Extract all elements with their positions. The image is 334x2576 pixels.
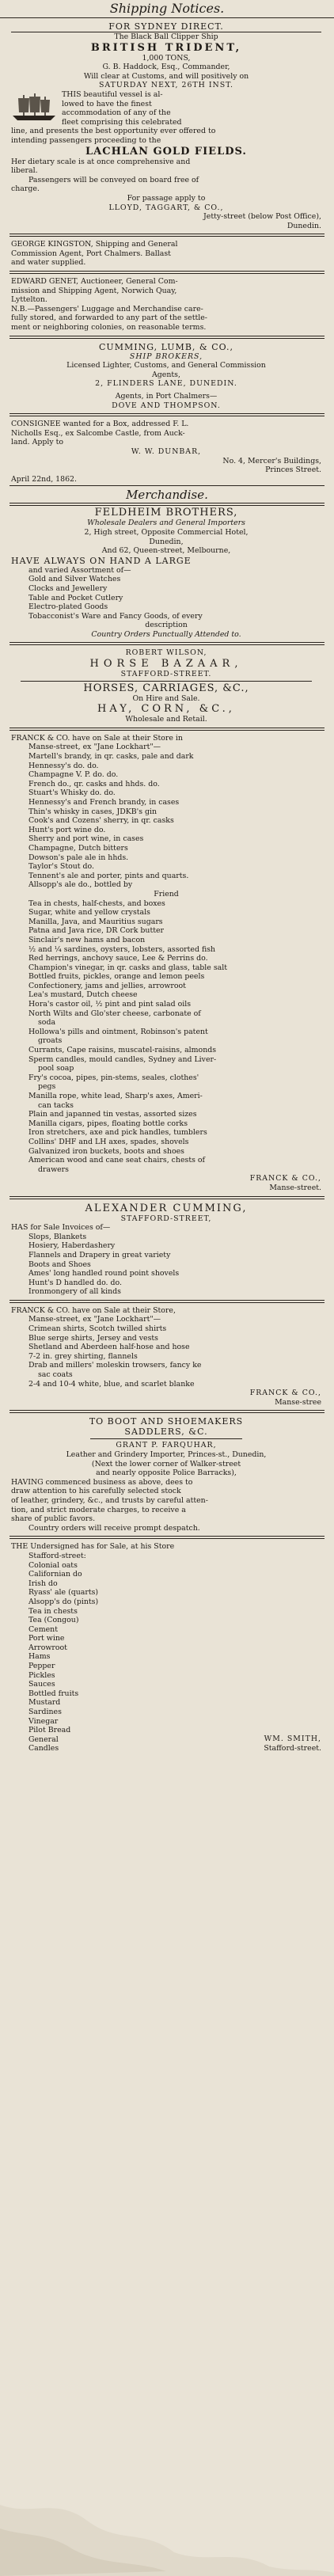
item: Shetland and Aberdeen half-hose and hose bbox=[28, 1343, 190, 1352]
item: Mustard bbox=[28, 1698, 61, 1708]
ad-line: line, and presents the best opportunity ever offered to bbox=[11, 127, 216, 136]
ad-signature: LLOYD, TAGGART, & CO., bbox=[108, 203, 224, 212]
ad-farquhar bbox=[11, 1416, 321, 1533]
ad-smith bbox=[11, 1542, 321, 1753]
item: Bottled fruits, pickles, orange and lemon peels bbox=[28, 972, 205, 982]
item: Champion's vinegar, in qr. casks and glass, table salt bbox=[28, 963, 228, 972]
ad-line: Clocks and Jewellery bbox=[28, 583, 108, 593]
item: Lea's mustard, Dutch cheese bbox=[28, 990, 138, 1000]
item: Sperm candles, mould candles, Sydney and Liver- bbox=[28, 1054, 217, 1064]
divider bbox=[21, 681, 312, 682]
ad-genet bbox=[11, 277, 321, 332]
item: Hunt's port wine do. bbox=[28, 825, 106, 834]
ad-line: Manse-street. bbox=[269, 1183, 321, 1192]
item: Friend bbox=[154, 889, 179, 899]
ad-line: intending passengers proceeding to the bbox=[11, 135, 161, 145]
ad-line: ROBERT WILSON, bbox=[125, 648, 207, 658]
item: Hollowa's pills and ointment, Robinson's patent bbox=[28, 1027, 208, 1036]
ad-line: land. Apply to bbox=[11, 438, 64, 447]
item: Boots and Shoes bbox=[28, 1260, 91, 1269]
item: Sherry and port wine, in cases bbox=[28, 834, 144, 844]
item: Champagne V. P. do. do. bbox=[28, 770, 119, 780]
item: ½ and ¼ sardines, oysters, lobsters, assorted fish bbox=[28, 944, 216, 954]
item: Bottled fruits bbox=[28, 1689, 79, 1698]
ad-line: and water supplied. bbox=[11, 258, 86, 268]
item: Galvanized iron buckets, boots and shoes bbox=[28, 1146, 184, 1156]
ad-line: GEORGE KINGSTON, Shipping and General bbox=[11, 240, 178, 249]
ad-line: Leather and Grindery Importer, Princes-st., Dunedin, bbox=[66, 1450, 267, 1459]
ad-line: SATURDAY NEXT, 26TH INST. bbox=[98, 81, 234, 90]
ship-icon bbox=[11, 92, 57, 122]
ad-line: draw attention to his carefully selected stock bbox=[11, 1487, 181, 1496]
item: General bbox=[28, 1734, 59, 1744]
ad-cumming-lumb bbox=[11, 342, 321, 411]
item: drawers bbox=[38, 1165, 69, 1174]
ad-line: fully stored, and forwarded to any part of the settle- bbox=[11, 313, 207, 323]
ad-line: Dunedin. bbox=[287, 221, 321, 230]
ad-line: THE Undersigned has for Sale, at his Store bbox=[11, 1542, 175, 1552]
divider bbox=[9, 271, 325, 274]
item: Pepper bbox=[28, 1662, 55, 1671]
item: Red herrings, anchovy sauce, Lee & Perrins do. bbox=[28, 954, 208, 963]
item: Pickles bbox=[28, 1670, 55, 1680]
ad-signature: FRANCK & CO., bbox=[249, 1389, 321, 1398]
ad-line: N.B.—Passengers' Luggage and Merchandise care- bbox=[11, 304, 203, 313]
item: Thin's whisky in cases, JDKB's gin bbox=[28, 807, 158, 816]
ad-line: Agents, in Port Chalmers— bbox=[115, 392, 218, 401]
ad-feldheim bbox=[11, 507, 321, 639]
divider bbox=[90, 1438, 242, 1439]
item: Hosiery, Haberdashery bbox=[28, 1241, 116, 1251]
item: 7-2 in. grey shirting, flannels bbox=[28, 1351, 138, 1361]
ad-line: FRANCK & CO. have on Sale at their Store, bbox=[11, 1305, 176, 1315]
divider bbox=[9, 336, 325, 339]
item: Allsopp's ale do., bottled by bbox=[28, 880, 133, 890]
ad-line: Table and Pocket Cutlery bbox=[28, 593, 123, 602]
item: pegs bbox=[38, 1082, 56, 1092]
item: Manilla cigars, pipes, floating bottle corks bbox=[28, 1119, 188, 1128]
item: Sugar, white and yellow crystals bbox=[28, 908, 150, 918]
item: 2-4 and 10-4 white, blue, and scarlet blanke bbox=[28, 1379, 195, 1389]
item: Vinegar bbox=[28, 1716, 59, 1726]
ad-line: April 22nd, 1862. bbox=[11, 474, 77, 484]
ad-line: Licensed Lighter, Customs, and General Commission bbox=[66, 361, 266, 370]
item: Sauces bbox=[28, 1680, 55, 1689]
item: Patna and Java rice, DR Cork butter bbox=[28, 926, 165, 936]
item: Cook's and Cozens' sherry, in qr. casks bbox=[28, 816, 174, 826]
ad-line: and nearly opposite Police Barracks), bbox=[96, 1468, 237, 1478]
divider bbox=[9, 485, 325, 486]
ad-line: HAVING commenced business as above, dees to bbox=[11, 1477, 193, 1487]
ad-line: FRANCK & CO. have on Sale at their Store in bbox=[11, 733, 183, 743]
ad-signature: WM. SMITH, bbox=[264, 1734, 321, 1743]
item: Manilla, Java, and Mauritius sugars bbox=[28, 917, 163, 926]
ad-line: tion, and strict moderate charges, to receive a bbox=[11, 1505, 186, 1514]
item: Plain and japanned tin vestas, assorted sizes bbox=[28, 1110, 197, 1119]
item: Blue serge shirts, Jersey and vests bbox=[28, 1333, 158, 1343]
ad-line: SHIP BROKERS, bbox=[129, 351, 203, 361]
ad-line: CONSIGNEE wanted for a Box, addressed F. L. bbox=[11, 420, 189, 429]
ad-line: Passengers will be conveyed on board free of bbox=[28, 175, 199, 184]
ad-line: Wholesale and Retail. bbox=[125, 715, 207, 724]
item: Arrowroot bbox=[28, 1643, 67, 1652]
item: Cement bbox=[28, 1624, 58, 1634]
ad-heading: FELDHEIM BROTHERS, bbox=[94, 507, 238, 519]
ad-line: (Next the lower corner of Walker-street bbox=[91, 1459, 241, 1468]
item: Tea in chests, half-chests, and boxes bbox=[28, 899, 165, 908]
ad-line: 1,000 TONS, bbox=[142, 53, 191, 63]
ad-franck-clothing bbox=[11, 1306, 321, 1408]
ad-line: Jetty-street (below Post Office), bbox=[203, 212, 321, 222]
item: Fry's cocoa, pipes, pin-stems, seales, clothes' bbox=[28, 1073, 199, 1082]
ad-line: Princes Street. bbox=[265, 465, 321, 475]
item: Currants, Cape raisins, muscatel-raisins, almonds bbox=[28, 1046, 217, 1055]
divider bbox=[9, 505, 325, 506]
divider bbox=[9, 728, 325, 731]
ad-line: mission and Shipping Agent, Norwich Quay, bbox=[11, 286, 177, 295]
item: Port wine bbox=[28, 1634, 65, 1643]
ad-line: On Hire and Sale. bbox=[132, 693, 200, 703]
item: Candles bbox=[28, 1744, 59, 1753]
item: Hams bbox=[28, 1652, 51, 1662]
item: Hennessy's do. do. bbox=[28, 761, 99, 770]
ad-line: STAFFORD-STREET. bbox=[120, 670, 212, 679]
item: Pilot Bread bbox=[28, 1726, 71, 1735]
item: Stuart's Whisky do. do. bbox=[28, 788, 116, 798]
ad-line: 2, High street, Opposite Commercial Hotel, bbox=[84, 527, 249, 537]
ad-heading: ALEXANDER CUMMING, bbox=[85, 1202, 248, 1214]
ad-line: Her dietary scale is at once comprehensive and bbox=[11, 157, 191, 166]
ad-line: HAY, CORN, &C., bbox=[97, 703, 235, 716]
ad-line: Manse-stree bbox=[275, 1397, 321, 1407]
ad-line: charge. bbox=[11, 184, 40, 194]
ad-line: Wholesale Dealers and General Importers bbox=[87, 519, 245, 528]
item: Tennent's ale and porter, pints and quarts. bbox=[28, 871, 189, 880]
ad-line: Agents, bbox=[152, 370, 180, 379]
item: Slops, Blankets bbox=[28, 1232, 87, 1241]
item: pool soap bbox=[38, 1064, 74, 1073]
item: Ironmongery of all kinds bbox=[28, 1287, 121, 1297]
item: Tea in chests bbox=[28, 1606, 78, 1616]
ad-line: lowed to have the finest bbox=[62, 99, 152, 108]
item: groats bbox=[38, 1036, 63, 1046]
item: North Wilts and Glo'ster cheese, carbonate of bbox=[28, 1009, 201, 1018]
divider bbox=[9, 234, 325, 237]
item: Confectionery, jams and jellies, arrowroot bbox=[28, 981, 186, 990]
ad-heading: HORSE BAZAAR, bbox=[89, 658, 243, 671]
ad-line: Tobacconist's Ware and Fancy Goods, of every bbox=[28, 611, 203, 621]
item: Champagne, Dutch bitters bbox=[28, 843, 128, 853]
ad-line: liberal. bbox=[11, 166, 38, 176]
item: Sardines bbox=[28, 1708, 62, 1717]
item: French do., qr. casks and hhds. do. bbox=[28, 779, 160, 788]
ad-line: Nicholls Esq., ex Salcombe Castle, from Auck- bbox=[11, 428, 185, 438]
item: soda bbox=[38, 1018, 56, 1028]
item: Irish do bbox=[28, 1579, 58, 1588]
divider bbox=[9, 413, 325, 416]
ad-heading: TO BOOT AND SHOEMAKERS bbox=[89, 1416, 244, 1427]
ad-line: Stafford-street: bbox=[28, 1551, 86, 1560]
divider bbox=[9, 642, 325, 645]
ad-sydney bbox=[11, 21, 321, 230]
ad-line: THIS beautiful vessel is al- bbox=[62, 89, 163, 99]
item: Alsopp's do (pints) bbox=[28, 1597, 99, 1606]
item: Drab and millers' moleskin trowsers, fancy ke bbox=[28, 1361, 202, 1370]
ad-heading: FOR SYDNEY DIRECT. bbox=[11, 21, 321, 32]
torn-paper-edge bbox=[0, 2473, 334, 2576]
item: Sinclair's new hams and bacon bbox=[28, 935, 146, 944]
ad-line: GRANT P. FARQUHAR, bbox=[116, 1441, 217, 1450]
item: Californian do bbox=[28, 1570, 82, 1579]
ad-line: Will clear at Customs, and will positively on bbox=[83, 71, 249, 81]
divider bbox=[9, 1300, 325, 1303]
item: Collins' DHF and LH axes, spades, shovels bbox=[28, 1137, 189, 1146]
ad-line: Country Orders Punctually Attended to. bbox=[91, 629, 241, 639]
ad-line: ment or neighboring colonies, on reasonable terms. bbox=[11, 323, 207, 332]
item: Dowson's pale ale in hhds. bbox=[28, 853, 129, 862]
ad-line: DOVE AND THOMPSON. bbox=[112, 401, 221, 410]
section-heading: Shipping Notices. bbox=[0, 0, 334, 18]
divider bbox=[9, 1196, 325, 1199]
ad-franck bbox=[11, 734, 321, 1193]
item: Taylor's Stout do. bbox=[28, 862, 94, 872]
divider bbox=[9, 1410, 325, 1413]
ad-line: share of public favors. bbox=[11, 1514, 96, 1524]
ad-line: Commission Agent, Port Chalmers. Ballast bbox=[11, 249, 171, 258]
ship-name: BRITISH TRIDENT, bbox=[90, 41, 242, 54]
item: Ames' long handled round point shovels bbox=[28, 1269, 180, 1279]
item: Crimean shirts, Scotch twilled shirts bbox=[28, 1324, 167, 1334]
item: sac coats bbox=[38, 1370, 73, 1380]
item: American wood and cane seat chairs, chests of bbox=[28, 1156, 205, 1165]
item: Flannels and Drapery in great variety bbox=[28, 1250, 171, 1260]
ad-line: EDWARD GENET, Auctioneer, General Com- bbox=[11, 277, 178, 287]
ad-line: No. 4, Mercer's Buildings, bbox=[222, 456, 321, 465]
ship-block bbox=[11, 90, 321, 127]
item: can tacks bbox=[38, 1100, 74, 1110]
ad-line: Manse-street, ex "Jane Lockhart"— bbox=[28, 743, 161, 752]
item: Hora's castor oil, ½ pint and pint salad oils bbox=[28, 1000, 192, 1009]
ad-line: and varied Assortment of— bbox=[28, 565, 131, 575]
ad-line: And 62, Queen-street, Melbourne, bbox=[101, 546, 231, 556]
ad-line: Country orders will receive prompt despatch. bbox=[28, 1523, 200, 1533]
divider bbox=[9, 1536, 325, 1539]
ad-heading: SADDLERS, &C. bbox=[124, 1427, 208, 1438]
ad-line: Electro-plated Goods bbox=[28, 602, 108, 612]
item: Hunt's D handled do. do. bbox=[28, 1278, 122, 1287]
ad-line: HAVE ALWAYS ON HAND A LARGE bbox=[11, 555, 192, 566]
ad-line: STAFFORD-STREET, bbox=[120, 1214, 212, 1223]
item: Iron stretchers, axe and pick handles, tumblers bbox=[28, 1128, 207, 1138]
item: Ryass' ale (quarts) bbox=[28, 1588, 99, 1598]
ad-kingston bbox=[11, 240, 321, 268]
merchandise-heading: Merchandise. bbox=[9, 487, 325, 503]
ad-line: fleet comprising this celebrated bbox=[62, 117, 182, 127]
ad-line: description bbox=[145, 621, 188, 630]
item: Manilla rope, white lead, Sharp's axes, Ameri- bbox=[28, 1092, 203, 1100]
ad-wilson bbox=[11, 648, 321, 724]
ad-consignee bbox=[11, 420, 321, 484]
ad-line: HORSES, CARRIAGES, &C., bbox=[83, 682, 249, 694]
ad-signature: FRANCK & CO., bbox=[249, 1174, 321, 1184]
item: Colonial oats bbox=[28, 1560, 78, 1570]
ad-line: of leather, grindery, &c., and trusts by careful atten- bbox=[11, 1495, 208, 1505]
ad-line: LACHLAN GOLD FIELDS. bbox=[85, 145, 247, 158]
ad-line: The Black Ball Clipper Ship bbox=[114, 32, 218, 41]
item: Martell's brandy, in qr. casks, pale and dark bbox=[28, 752, 194, 762]
ad-alexander-cumming bbox=[11, 1203, 321, 1297]
item: Hennessy's and French brandy, in cases bbox=[28, 798, 180, 807]
item: Tea (Congou) bbox=[28, 1616, 79, 1625]
ad-line: Stafford-street. bbox=[264, 1743, 321, 1753]
ad-heading: CUMMING, LUMB, & CO., bbox=[99, 341, 233, 352]
ad-line: HAS for Sale Invoices of— bbox=[11, 1223, 111, 1233]
ad-line: Manse-street, ex "Jane Lockhart"— bbox=[28, 1315, 161, 1324]
ad-line: Dunedin, bbox=[149, 537, 184, 546]
ad-line: G. B. Haddock, Esq., Commander, bbox=[102, 63, 230, 72]
ad-line: Gold and Silver Watches bbox=[28, 575, 121, 584]
ad-line: W. W. DUNBAR, bbox=[131, 446, 202, 456]
ad-line: 2, FLINDERS LANE, DUNEDIN. bbox=[95, 379, 237, 389]
ad-line: For passage apply to bbox=[127, 193, 206, 203]
ad-line: Lyttelton. bbox=[11, 295, 47, 305]
ad-line: accommodation of any of the bbox=[62, 108, 171, 118]
